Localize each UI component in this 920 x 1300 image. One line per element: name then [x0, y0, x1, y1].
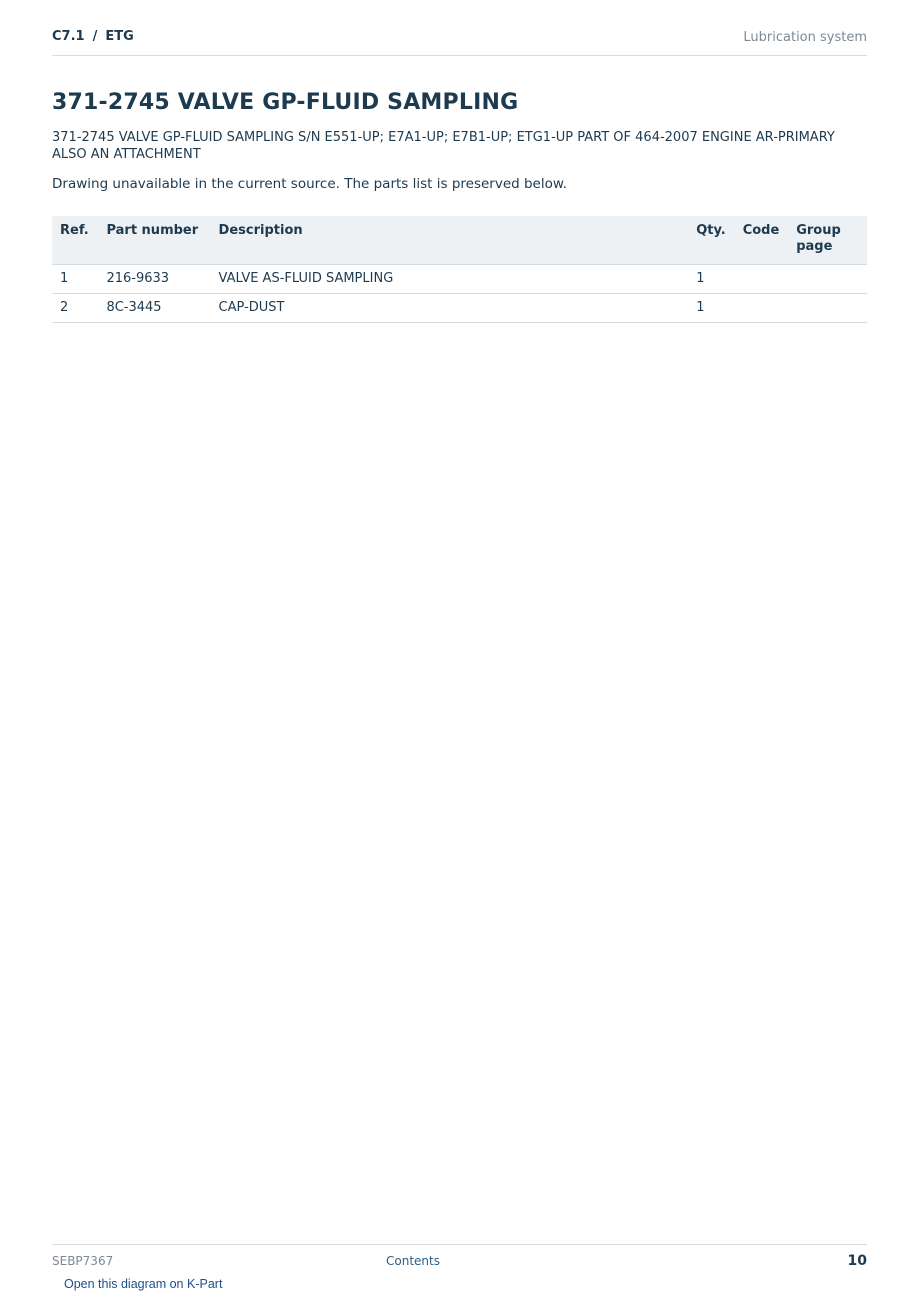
- page-title: 371-2745 VALVE GP-FLUID SAMPLING: [52, 90, 519, 115]
- cell-description: VALVE AS-FLUID SAMPLING: [211, 265, 689, 294]
- kpart-link[interactable]: Open this diagram on K-Part: [64, 1277, 223, 1291]
- parts-table-body: [52, 265, 867, 323]
- col-code: Code: [735, 216, 789, 265]
- cell-qty: 1: [688, 265, 734, 294]
- table-row: [52, 294, 867, 323]
- cell-code: [735, 294, 789, 323]
- col-ref: Ref.: [52, 216, 98, 265]
- cell-qty: 1: [688, 294, 734, 323]
- cell-code: [735, 265, 789, 294]
- cell-group-page: [788, 294, 867, 323]
- page-footer: [52, 1244, 867, 1275]
- header-row: [52, 216, 867, 265]
- section-name: Lubrication system: [743, 30, 867, 45]
- col-part-number: Part number: [98, 216, 210, 265]
- col-group-page: Group page: [788, 216, 867, 265]
- cell-ref: 1: [52, 265, 98, 294]
- cell-group-page: [788, 265, 867, 294]
- breadcrumb-separator: /: [92, 29, 98, 44]
- cell-ref: 2: [52, 294, 98, 323]
- group-description: 371-2745 VALVE GP-FLUID SAMPLING S/N E551-UP; E7A1-UP; E7B1-UP; ETG1-UP PART OF 464-2007 ENGINE AR-PRIMARY ALSO AN ATTACHMENT: [52, 130, 835, 162]
- drawing-note: Drawing unavailable in the current source. The parts list is preserved below.: [52, 176, 567, 192]
- breadcrumb: [52, 29, 134, 44]
- parts-table-header: [52, 216, 867, 265]
- table-row: [52, 265, 867, 294]
- cell-part-number: 216-9633: [98, 265, 210, 294]
- arrangement-label: ETG: [105, 29, 134, 44]
- contents-link[interactable]: Contents: [386, 1254, 440, 1268]
- cell-description: CAP-DUST: [211, 294, 689, 323]
- col-description: Description: [211, 216, 689, 265]
- page-number: 10: [847, 1253, 867, 1269]
- cell-part-number: 8C-3445: [98, 294, 210, 323]
- document-id: SEBP7367: [52, 1254, 114, 1268]
- col-qty: Qty.: [688, 216, 734, 265]
- model-label: C7.1: [52, 29, 85, 44]
- parts-table: [52, 216, 867, 323]
- page-header: [52, 29, 867, 56]
